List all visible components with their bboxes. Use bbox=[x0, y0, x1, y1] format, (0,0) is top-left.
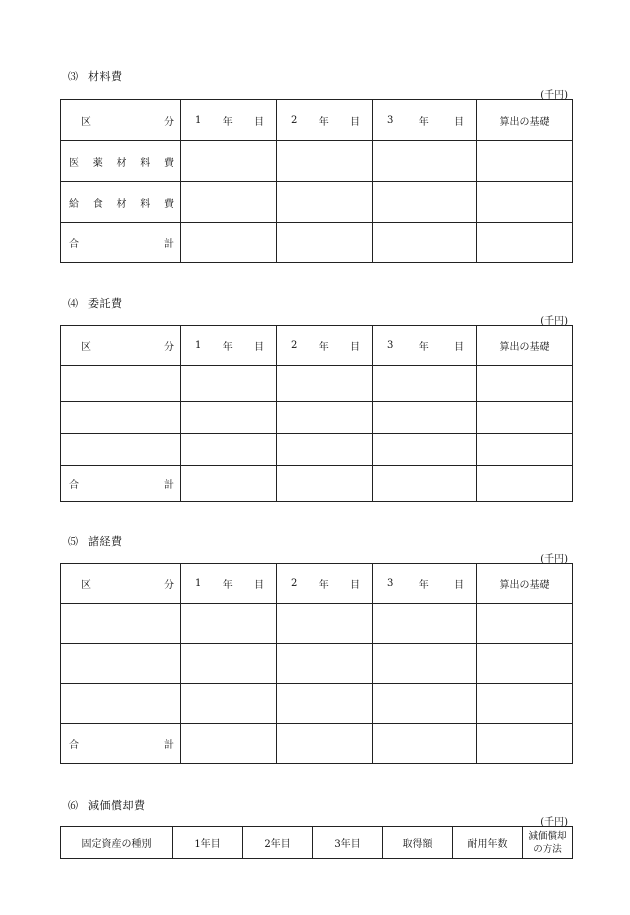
table-row bbox=[61, 604, 573, 644]
unit-label: (千円) bbox=[540, 90, 568, 101]
section-5-title: 諸経費 bbox=[88, 535, 123, 548]
header-row bbox=[61, 827, 573, 859]
section-3-title: 材料費 bbox=[88, 70, 123, 83]
section-3-number: ⑶ bbox=[68, 72, 79, 83]
year-1-header: 1年目 bbox=[173, 827, 243, 859]
useful-life-header: 耐用年数 bbox=[453, 827, 523, 859]
section-4-title: 委託費 bbox=[88, 297, 123, 310]
acquisition-cost-header: 取得額 bbox=[383, 827, 453, 859]
table-row: 医 薬 材 料 費 bbox=[61, 141, 573, 182]
misc-expenses-table bbox=[60, 563, 573, 764]
asset-type-header: 固定資産の種別 bbox=[61, 827, 173, 859]
basis-header: 算出の基礎 bbox=[477, 326, 573, 366]
table-row bbox=[61, 434, 573, 466]
section-5-number: ⑸ bbox=[68, 537, 79, 548]
unit-label: (千円) bbox=[540, 316, 568, 327]
basis-header: 算出の基礎 bbox=[477, 564, 573, 604]
section-3-heading bbox=[68, 68, 123, 84]
year-3-header: 3年目 bbox=[313, 827, 383, 859]
table-row bbox=[61, 644, 573, 684]
depreciation-table bbox=[60, 826, 573, 859]
total-row: 合 計 bbox=[61, 466, 573, 502]
section-6-heading bbox=[68, 797, 146, 813]
unit-label: (千円) bbox=[540, 554, 568, 565]
table-row bbox=[61, 366, 573, 402]
year-2-header: 2年目 bbox=[243, 827, 313, 859]
outsourcing-table bbox=[60, 325, 573, 502]
header-row: 区 分 1 年 目 2 年 目 3 年 目 算出の基礎 bbox=[61, 100, 573, 141]
section-6-title: 減価償却費 bbox=[88, 799, 146, 812]
section-6-number: ⑹ bbox=[68, 801, 79, 812]
table-row bbox=[61, 684, 573, 724]
total-row: 合 計 bbox=[61, 724, 573, 764]
total-row: 合 計 bbox=[61, 223, 573, 263]
table-row: 給 食 材 料 費 bbox=[61, 182, 573, 223]
unit-label: (千円) bbox=[540, 817, 568, 828]
materials-table bbox=[60, 99, 573, 263]
basis-header: 算出の基礎 bbox=[477, 100, 573, 141]
depreciation-method-header: 減価償却 の方法 bbox=[523, 827, 573, 859]
header-row: 区 分 1 年 目 2 年 目 3 年 目 算出の基礎 bbox=[61, 326, 573, 366]
section-5-heading bbox=[68, 533, 123, 549]
header-row: 区 分 1 年 目 2 年 目 3 年 目 算出の基礎 bbox=[61, 564, 573, 604]
table-row bbox=[61, 402, 573, 434]
section-4-heading bbox=[68, 295, 123, 311]
section-4-number: ⑷ bbox=[68, 299, 79, 310]
